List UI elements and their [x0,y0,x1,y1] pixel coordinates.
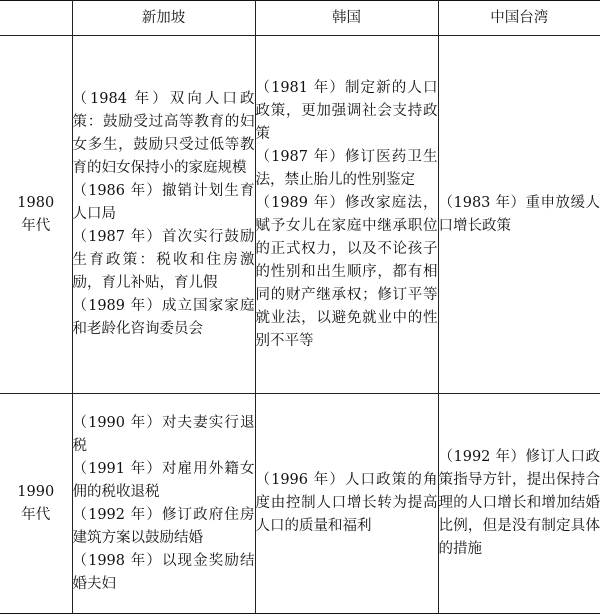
taiwan-cell-1980s [438,36,600,394]
korea-cell-1990s [255,394,438,614]
era-suffix: 年代 [21,506,51,523]
header-row [0,1,600,36]
policy-entry: （1989 年）成立国家家庭和老龄化咨询委员会 [72,298,255,337]
policy-entry: （1981 年）制定新的人口政策，更加强调社会支持政策 [255,79,438,142]
header-korea: 韩国 [255,1,438,36]
policy-entry: （1989 年）修改家庭法，赋予女儿在家庭中继承职位的正式权力，以及不论孩子的性别和出生顺序，都有相同的财产继承权；修订平等就业法，以避免就业中的性别不平等 [255,194,438,349]
era-cell-1980s [0,36,72,394]
era-year: 1990 [17,483,55,500]
policy-entry: （1996 年）人口政策的角度由控制人口增长转为提高人口的质量和福利 [255,472,438,534]
policy-entry: （1991 年）对雇用外籍女佣的税收退税 [72,460,255,500]
header-taiwan: 中国台湾 [438,1,600,36]
policy-entry: （1984 年）双向人口政策：鼓励受过高等教育的妇女多生，鼓励只受过低等教育的妇女保持小的家庭规模 [72,91,255,176]
policy-entry: （1992 年）修订政府住房建筑方案以鼓励结婚 [72,506,255,546]
era-cell-1990s [0,394,72,614]
table-row [0,36,600,394]
header-singapore: 新加坡 [72,1,255,36]
era-year: 1980 [17,194,55,211]
policy-entry: （1987 年）修订医药卫生法，禁止胎儿的性别鉴定 [255,148,438,188]
policy-entry: （1987 年）首次实行鼓励生育政策：税收和住房激励，育儿补贴，育儿假 [72,229,255,291]
korea-cell-1980s [255,36,438,394]
policy-entry: （1983 年）重申放缓人口增长政策 [438,194,600,234]
table-row [0,394,600,614]
era-suffix: 年代 [21,217,51,234]
policy-entry: （1990 年）对夫妻实行退税 [72,414,255,454]
header-corner [0,1,72,36]
policy-entry: （1992 年）修订人口政策指导方针，提出保持合理的人口增长和增加结婚比例，但是没有制定具体的措施 [438,449,600,557]
policy-entry: （1986 年）撤销计划生育人口局 [72,183,255,222]
policy-entry: （1998 年）以现金奖励结婚夫妇 [72,552,255,592]
singapore-cell-1980s [72,36,255,394]
singapore-cell-1990s [72,394,255,614]
taiwan-cell-1990s [438,394,600,614]
